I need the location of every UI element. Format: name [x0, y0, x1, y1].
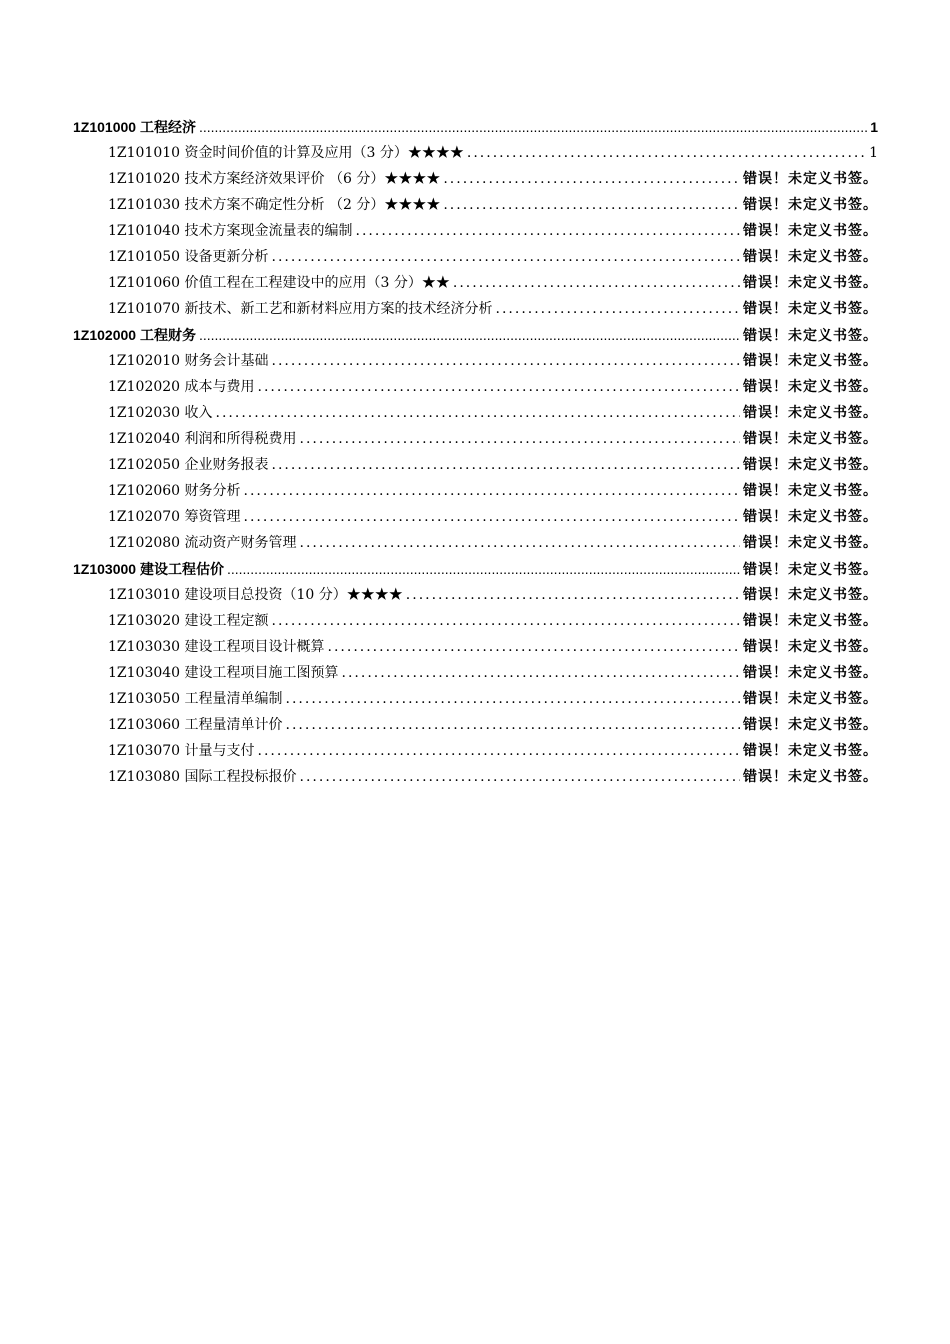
toc-chapter-entry[interactable] — [73, 556, 878, 582]
toc-bookmark-error: 错误！未定义书签。 — [743, 275, 878, 291]
toc-bookmark-error: 错误！未定义书签。 — [743, 535, 878, 551]
toc-dot-leader — [272, 348, 740, 374]
toc-section-entry[interactable] — [73, 426, 878, 452]
toc-bookmark-error: 错误！未定义书签。 — [743, 769, 878, 785]
toc-bookmark-error: 错误！未定义书签。 — [743, 171, 878, 187]
toc-dot-leader — [453, 270, 740, 296]
toc-entry-title: 1Z102000 工程财务 — [73, 327, 196, 343]
toc-bookmark-error: 错误！未定义书签。 — [743, 457, 878, 473]
toc-bookmark-error: 错误！未定义书签。 — [743, 431, 878, 447]
toc-dot-leader — [406, 582, 740, 608]
toc-entry-title: 1Z103060 工程量清单计价 — [108, 717, 283, 733]
toc-section-entry[interactable] — [73, 712, 878, 738]
toc-page-number: 1 — [869, 145, 878, 161]
toc-bookmark-error: 错误！未定义书签。 — [743, 509, 878, 525]
toc-bookmark-error: 错误！未定义书签。 — [743, 613, 878, 629]
toc-dot-leader — [216, 400, 740, 426]
toc-section-entry[interactable] — [73, 764, 878, 790]
toc-section-entry[interactable] — [73, 660, 878, 686]
toc-bookmark-error: 错误！未定义书签。 — [743, 405, 878, 421]
toc-bookmark-error: 错误！未定义书签。 — [743, 717, 878, 733]
toc-dot-leader — [356, 218, 740, 244]
toc-entry-title: 1Z103040 建设工程项目施工图预算 — [108, 665, 339, 681]
toc-bookmark-error: 错误！未定义书签。 — [743, 562, 878, 578]
toc-dot-leader — [443, 166, 740, 192]
toc-dot-leader — [272, 608, 740, 634]
toc-entry-title: 1Z101020 技术方案经济效果评价 （6 分）★★★★ — [108, 171, 441, 187]
toc-bookmark-error: 错误！未定义书签。 — [743, 587, 878, 603]
toc-bookmark-error: 错误！未定义书签。 — [743, 691, 878, 707]
toc-dot-leader — [272, 452, 740, 478]
toc-dot-leader — [443, 192, 740, 218]
toc-section-entry[interactable] — [73, 582, 878, 608]
toc-bookmark-error: 错误！未定义书签。 — [743, 483, 878, 499]
toc-chapter-entry[interactable] — [73, 114, 878, 140]
toc-section-entry[interactable] — [73, 296, 878, 322]
toc-dot-leader — [342, 660, 740, 686]
toc-section-entry[interactable] — [73, 608, 878, 634]
toc-section-entry[interactable] — [73, 634, 878, 660]
toc-entry-title: 1Z103010 建设项目总投资（10 分）★★★★ — [108, 587, 403, 603]
toc-dot-leader — [244, 478, 740, 504]
toc-bookmark-error: 错误！未定义书签。 — [743, 328, 878, 344]
toc-page-number: 1 — [870, 119, 878, 135]
toc-bookmark-error: 错误！未定义书签。 — [743, 353, 878, 369]
toc-dot-leader — [199, 322, 740, 348]
toc-section-entry[interactable] — [73, 504, 878, 530]
toc-entry-title: 1Z102050 企业财务报表 — [108, 457, 269, 473]
toc-dot-leader — [227, 556, 740, 582]
toc-section-entry[interactable] — [73, 478, 878, 504]
toc-section-entry[interactable] — [73, 166, 878, 192]
toc-entry-title: 1Z101000 工程经济 — [73, 119, 196, 135]
toc-section-entry[interactable] — [73, 738, 878, 764]
toc-section-entry[interactable] — [73, 218, 878, 244]
toc-entry-title: 1Z101040 技术方案现金流量表的编制 — [108, 223, 353, 239]
toc-entry-title: 1Z102030 收入 — [108, 405, 213, 421]
toc-entry-title: 1Z102040 利润和所得税费用 — [108, 431, 297, 447]
toc-dot-leader — [300, 764, 740, 790]
toc-section-entry[interactable] — [73, 530, 878, 556]
toc-dot-leader — [258, 738, 740, 764]
toc-entry-title: 1Z102070 筹资管理 — [108, 509, 241, 525]
toc-section-entry[interactable] — [73, 686, 878, 712]
toc-dot-leader — [272, 244, 740, 270]
toc-dot-leader — [199, 114, 867, 140]
toc-entry-title: 1Z103080 国际工程投标报价 — [108, 769, 297, 785]
toc-dot-leader — [286, 686, 740, 712]
toc-dot-leader — [286, 712, 740, 738]
toc-section-entry[interactable] — [73, 140, 878, 166]
toc-entry-title: 1Z101070 新技术、新工艺和新材料应用方案的技术经济分析 — [108, 301, 493, 317]
toc-chapter-entry[interactable] — [73, 322, 878, 348]
toc-entry-title: 1Z103030 建设工程项目设计概算 — [108, 639, 325, 655]
toc-entry-title: 1Z102060 财务分析 — [108, 483, 241, 499]
toc-entry-title: 1Z101050 设备更新分析 — [108, 249, 269, 265]
toc-dot-leader — [300, 530, 740, 556]
toc-entry-title: 1Z103070 计量与支付 — [108, 743, 255, 759]
toc-bookmark-error: 错误！未定义书签。 — [743, 665, 878, 681]
toc-section-entry[interactable] — [73, 270, 878, 296]
toc-entry-title: 1Z101060 价值工程在工程建设中的应用（3 分）★★ — [108, 275, 450, 291]
toc-entry-title: 1Z103050 工程量清单编制 — [108, 691, 283, 707]
toc-entry-title: 1Z102080 流动资产财务管理 — [108, 535, 297, 551]
toc-entry-title: 1Z103000 建设工程估价 — [73, 561, 224, 577]
toc-entry-title: 1Z102010 财务会计基础 — [108, 353, 269, 369]
toc-bookmark-error: 错误！未定义书签。 — [743, 743, 878, 759]
toc-dot-leader — [300, 426, 740, 452]
toc-entry-title: 1Z103020 建设工程定额 — [108, 613, 269, 629]
toc-section-entry[interactable] — [73, 452, 878, 478]
toc-section-entry[interactable] — [73, 192, 878, 218]
toc-section-entry[interactable] — [73, 348, 878, 374]
toc-bookmark-error: 错误！未定义书签。 — [743, 379, 878, 395]
toc-section-entry[interactable] — [73, 374, 878, 400]
toc-entry-title: 1Z101010 资金时间价值的计算及应用（3 分）★★★★ — [108, 145, 464, 161]
toc-bookmark-error: 错误！未定义书签。 — [743, 197, 878, 213]
toc-dot-leader — [258, 374, 740, 400]
toc-bookmark-error: 错误！未定义书签。 — [743, 301, 878, 317]
toc-bookmark-error: 错误！未定义书签。 — [743, 639, 878, 655]
toc-bookmark-error: 错误！未定义书签。 — [743, 249, 878, 265]
toc-section-entry[interactable] — [73, 244, 878, 270]
toc-section-entry[interactable] — [73, 400, 878, 426]
toc-bookmark-error: 错误！未定义书签。 — [743, 223, 878, 239]
toc-entry-title: 1Z102020 成本与费用 — [108, 379, 255, 395]
toc-dot-leader — [496, 296, 740, 322]
toc-dot-leader — [467, 140, 866, 166]
toc-dot-leader — [328, 634, 740, 660]
toc-entry-title: 1Z101030 技术方案不确定性分析 （2 分）★★★★ — [108, 197, 441, 213]
toc-dot-leader — [244, 504, 740, 530]
table-of-contents — [73, 114, 878, 790]
